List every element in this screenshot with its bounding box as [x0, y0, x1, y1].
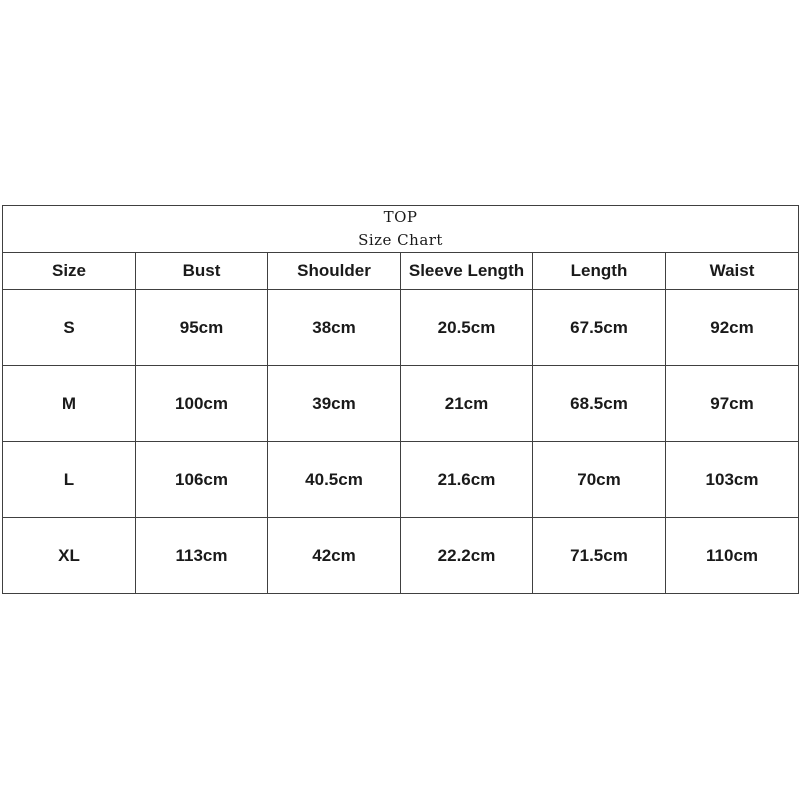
cell-size: S [3, 290, 136, 366]
cell-length: 68.5cm [533, 366, 666, 442]
column-header-length: Length [533, 253, 666, 290]
table-title [3, 206, 799, 253]
cell-sleeve-length: 22.2cm [401, 518, 533, 594]
cell-sleeve-length: 20.5cm [401, 290, 533, 366]
cell-length: 70cm [533, 442, 666, 518]
cell-bust: 113cm [136, 518, 268, 594]
cell-shoulder: 39cm [268, 366, 401, 442]
cell-size: XL [3, 518, 136, 594]
header-row [3, 253, 799, 290]
title-size-chart: Size Chart [358, 231, 443, 249]
cell-waist: 110cm [666, 518, 799, 594]
cell-waist: 97cm [666, 366, 799, 442]
cell-waist: 92cm [666, 290, 799, 366]
cell-bust: 100cm [136, 366, 268, 442]
column-header-shoulder: Shoulder [268, 253, 401, 290]
column-header-bust: Bust [136, 253, 268, 290]
column-header-waist: Waist [666, 253, 799, 290]
title-row [3, 206, 799, 253]
cell-bust: 95cm [136, 290, 268, 366]
cell-shoulder: 42cm [268, 518, 401, 594]
cell-size: L [3, 442, 136, 518]
cell-bust: 106cm [136, 442, 268, 518]
cell-shoulder: 38cm [268, 290, 401, 366]
table-row [3, 518, 799, 594]
cell-waist: 103cm [666, 442, 799, 518]
table-row [3, 290, 799, 366]
size-chart-table [2, 205, 799, 594]
title-top: TOP [383, 208, 418, 226]
column-header-sleeve-length: Sleeve Length [401, 253, 533, 290]
cell-sleeve-length: 21.6cm [401, 442, 533, 518]
cell-length: 67.5cm [533, 290, 666, 366]
cell-sleeve-length: 21cm [401, 366, 533, 442]
cell-length: 71.5cm [533, 518, 666, 594]
column-header-size: Size [3, 253, 136, 290]
table-row [3, 366, 799, 442]
cell-size: M [3, 366, 136, 442]
table-row [3, 442, 799, 518]
cell-shoulder: 40.5cm [268, 442, 401, 518]
